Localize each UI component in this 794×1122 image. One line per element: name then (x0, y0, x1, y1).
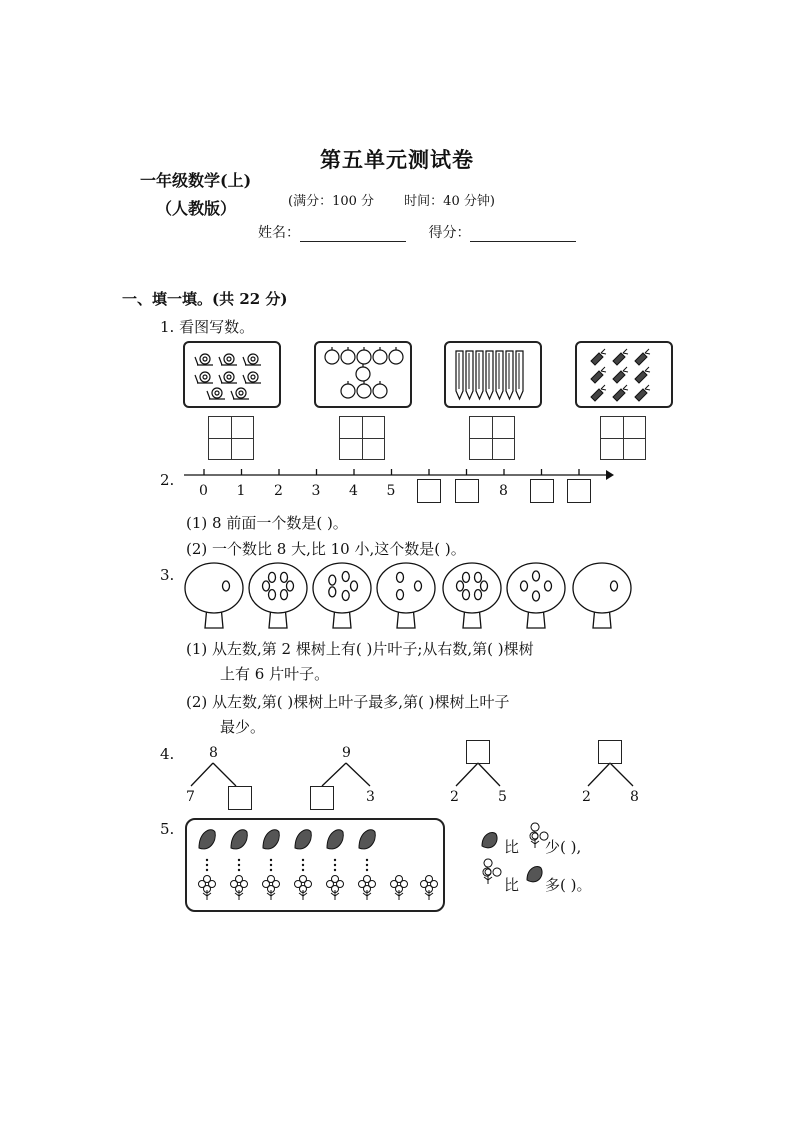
q2-sub1: (1) 8 前面一个数是( )。 (186, 514, 348, 532)
flower-icon (295, 876, 312, 901)
dot-connector (238, 864, 240, 866)
dot-connector (270, 869, 272, 871)
q5-compare2-end: 多( )。 (545, 876, 592, 894)
dot-connector (366, 859, 368, 861)
bond4-left: 2 (582, 789, 591, 805)
section-heading: 一、填一填。(共 22 分) (122, 290, 288, 308)
dot-connector (206, 864, 208, 866)
leaf-icon (295, 830, 311, 849)
dot-connector (334, 859, 336, 861)
time-limit: 时间：40 分钟) (404, 194, 495, 209)
q5-label: 5. (160, 820, 175, 838)
q2-sub2: (2) 一个数比 8 大,比 10 小,这个数是( )。 (186, 540, 466, 558)
name-label: 姓名： (258, 225, 300, 241)
q3-sub2-line2: 最少。 (220, 718, 266, 736)
score-label: 得分： (428, 225, 471, 241)
q3-label: 3. (160, 566, 175, 584)
number-line-label: 3 (311, 483, 321, 499)
page-title: 第五单元测试卷 (320, 147, 474, 172)
edition-label: （人教版） (156, 199, 237, 218)
dot-connector (334, 864, 336, 866)
q3-sub1-line1: (1) 从左数,第 2 棵树上有( )片叶子;从右数,第( )棵树 (186, 640, 534, 658)
bond1-left: 7 (186, 789, 195, 805)
bond3-right: 5 (498, 789, 507, 805)
flower-icon (327, 876, 344, 901)
dot-connector (302, 864, 304, 866)
flower-icon (391, 876, 408, 901)
leaf-icon (359, 830, 375, 849)
dot-connector (238, 859, 240, 861)
q5-compare2-mid: 比 (504, 876, 520, 894)
number-line-label: 0 (199, 483, 208, 499)
bond4-top-box[interactable] (598, 740, 622, 764)
leaf-flower-box (185, 818, 445, 912)
q2-label: 2. (160, 471, 175, 489)
dot-connector (366, 869, 368, 871)
flower-icon (359, 876, 376, 901)
bond3-left: 2 (450, 789, 459, 805)
number-line-label: 1 (236, 483, 246, 499)
full-score: (满分：100 分 (288, 194, 375, 209)
flower-icon (263, 876, 280, 901)
q4-label: 4. (160, 745, 175, 763)
dot-connector (270, 859, 272, 861)
q3-sub2-line1: (2) 从左数,第( )棵树上叶子最多,第( )棵树上叶子 (186, 693, 510, 711)
flower-icon (231, 876, 248, 901)
bond1-top: 8 (209, 745, 218, 761)
q1-label: 1. 看图写数。 (160, 318, 255, 336)
leaf-icon (263, 830, 279, 849)
dot-connector (302, 869, 304, 871)
flower-icon (199, 876, 216, 901)
leaf-icon (231, 830, 247, 849)
dot-connector (302, 859, 304, 861)
dot-connector (334, 869, 336, 871)
leaf-icon (327, 830, 343, 849)
bond1-right-box[interactable] (228, 786, 252, 810)
dot-connector (206, 869, 208, 871)
leaf-flower-figure (187, 820, 443, 910)
bond2-left-box[interactable] (310, 786, 334, 810)
dot-connector (238, 869, 240, 871)
dot-connector (206, 859, 208, 861)
q3-sub1-line2: 上有 6 片叶子。 (220, 665, 330, 683)
q5-compare1-end: 少( ), (545, 838, 582, 856)
flower-icon (421, 876, 438, 901)
number-line-label: 2 (274, 483, 283, 499)
bond2-right: 3 (366, 789, 375, 805)
number-line-label: 4 (349, 483, 358, 499)
number-line-label: 5 (386, 483, 396, 499)
leaf-icon (199, 830, 215, 849)
bond3-top-box[interactable] (466, 740, 490, 764)
grade-label: 一年级数学(上) (140, 171, 252, 190)
bond2-top: 9 (342, 745, 351, 761)
q5-compare1-mid: 比 (504, 838, 520, 856)
bond4-right: 8 (630, 789, 639, 805)
dot-connector (270, 864, 272, 866)
number-line-label: 8 (499, 483, 508, 499)
dot-connector (366, 864, 368, 866)
